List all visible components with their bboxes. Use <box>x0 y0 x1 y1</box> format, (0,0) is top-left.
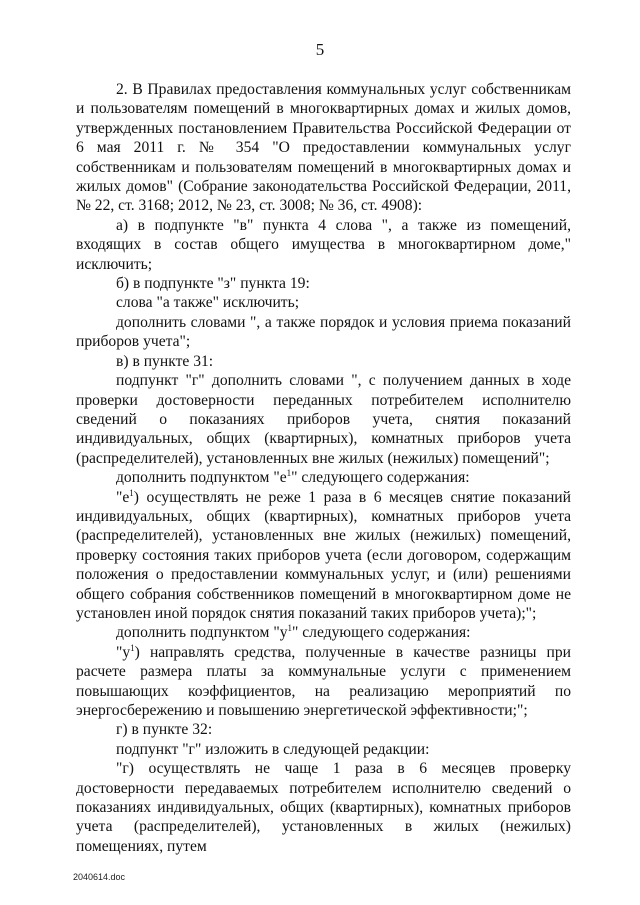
paragraph-subpoint-u1-text <box>76 643 571 721</box>
text-segment: " следующего содержания: <box>292 624 471 642</box>
paragraph-add-subpoint-u1 <box>76 623 571 642</box>
paragraph-intro: 2. В Правилах предоставления коммунальных услуг собственникам и пользователям помещений в многоквартирных домах и жилых домов, утвержденных постановлением Правительства Российской Федерации от 6 мая 2011 г. № 354 "О предоставлении коммунальных услуг собственникам и пользователям помещений в многоквартирных домах и жилых домов" (Собрание законодательства Российской Федерации, 2011, № 22, ст. 3168; 2012, № 23, ст. 3008; № 36, ст. 4908): <box>76 81 571 215</box>
superscript: 1 <box>286 468 292 479</box>
text-segment: дополнить подпунктом "е <box>116 469 287 487</box>
paragraph-item-a: а) в подпункте "в" пункта 4 слова ", а также из помещений, входящих в состав общего имущества в многоквартирном доме," исключить; <box>76 216 571 273</box>
page-number: 5 <box>315 40 325 59</box>
paragraph-item-v: в) в пункте 31: <box>116 352 214 370</box>
paragraph-add-subpoint-e1 <box>76 468 571 487</box>
paragraph-subpoint-g-new: подпункт "г" изложить в следующей редакции: <box>116 740 430 758</box>
superscript: 1 <box>129 487 134 498</box>
footer-filename: 2040614.doc <box>73 872 126 882</box>
paragraph-words-remove: слова "а также" исключить; <box>116 294 300 312</box>
paragraph-add-words: дополнить словами ", а также порядок и условия приема показаний приборов учета"; <box>76 313 571 351</box>
superscript: 1 <box>130 642 135 653</box>
superscript: 1 <box>287 623 292 634</box>
paragraph-subpoint-e1-text <box>76 488 571 624</box>
paragraph-subpoint-g-add: подпункт "г" дополнить словами ", с получением данных в ходе проверки достоверности переданных потребителем исполнителю сведений о показаниях приборов учета, снятия показаний индивидуальных, общих (квартирных), комнатных приборов учета (распределителей), установленных вне жилых (нежилых) помещений"; <box>76 372 571 467</box>
text-segment: ) осуществлять не реже 1 раза в 6 месяцев снятие показаний индивидуальных, общих (квартирных), комнатных приборов учета (распределителей), установленных вне жилых (нежилых) помещений, проверку состояния таких приборов учета (если договором, содержащим положения о предоставлении коммунальных услуг, и (или) решениями общего собрания собственников помещений в многоквартирном доме не установлен иной порядок снятия показаний таких приборов учета);"; <box>76 488 571 622</box>
text-segment: " следующего содержания: <box>291 469 470 487</box>
document-body <box>76 80 571 856</box>
text-segment: "е <box>116 488 130 506</box>
paragraph-item-g: г) в пункте 32: <box>116 721 213 739</box>
paragraph-item-b: б) в подпункте "з" пункта 19: <box>116 275 310 293</box>
text-segment: "у <box>116 643 131 661</box>
text-segment: дополнить подпунктом "у <box>116 624 288 642</box>
text-segment: ) направлять средства, полученные в качестве разницы при расчете размера платы за коммунальные услуги с применением повышающих коэффициентов, на реализацию мероприятий по энергосбережению и повышению энергетической эффективности;"; <box>76 643 571 719</box>
paragraph-subpoint-g-text: "г) осуществлять не чаще 1 раза в 6 месяцев проверку достоверности передаваемых потребителем исполнителю сведений о показаниях индивидуальных, общих (квартирных), комнатных приборов учета (распределителей), установленных в жилых (нежилых) помещениях, путем <box>76 760 571 855</box>
